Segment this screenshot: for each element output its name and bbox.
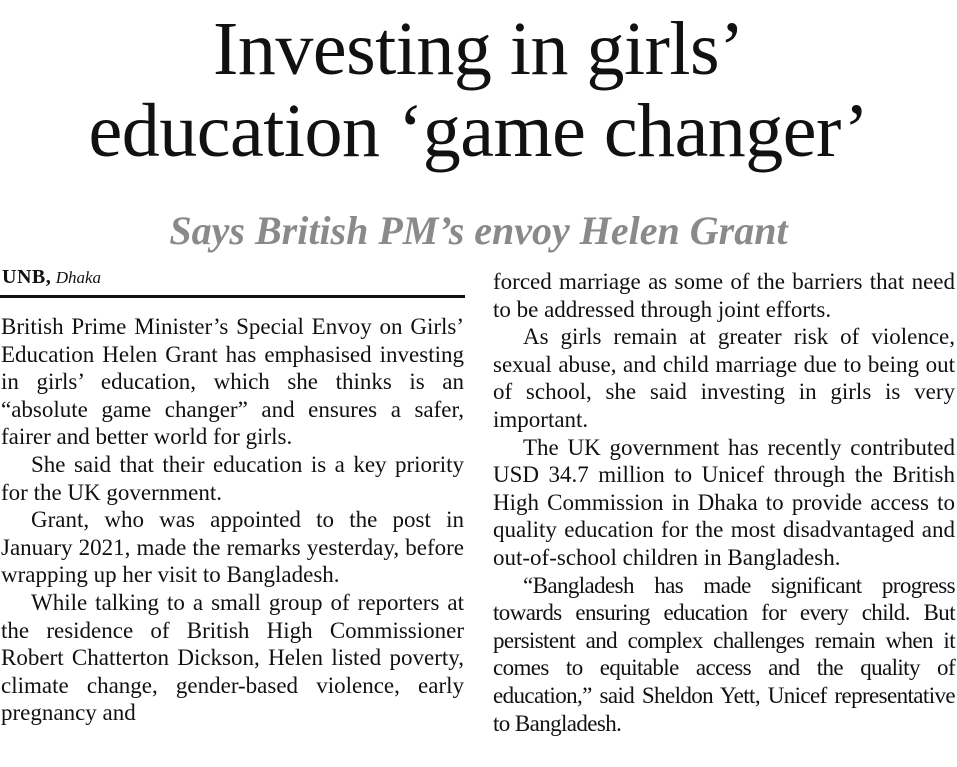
byline-place: Dhaka — [55, 268, 102, 287]
byline-agency: UNB, — [2, 266, 52, 288]
article-paragraph: Grant, who was appointed to the post in January 2021, made the remarks yesterday, before wrapping up her visit to Bangladesh. — [1, 507, 464, 588]
article-column-left — [1, 313, 464, 727]
article-paragraph: forced marriage as some of the barriers that need to be addressed through joint efforts. — [493, 269, 955, 322]
headline-line-2: education ‘game changer’ — [88, 89, 869, 173]
article-paragraph: The UK government has recently contributed USD 34.7 million to Unicef through the British High Commission in Dhaka to provide access to quality education for the most disadvantaged and out-of-school children in Bangladesh. — [493, 434, 955, 570]
article-paragraph: As girls remain at greater risk of violence, sexual abuse, and child marriage due to being out of school, she said investing in girls is very important. — [493, 324, 955, 432]
article-paragraph: While talking to a small group of reporters at the residence of British High Commissioner Robert Chatterton Dickson, Helen listed poverty, climate change, gender-based violence, early pregnancy and — [1, 589, 464, 726]
headline-line-1: Investing in girls’ — [213, 7, 744, 91]
byline — [2, 264, 101, 291]
article-paragraph: “Bangladesh has made significant progress towards ensuring education for every child. But persistent and complex challenges remain when it comes to equitable access and the quality of education,” said Sheldon Yett, Unicef representative to Bangladesh. — [493, 572, 955, 736]
byline-divider — [0, 295, 465, 298]
article-paragraph: British Prime Minister’s Special Envoy on Girls’ Education Helen Grant has emphasised investing in girls’ education, which she thinks is an “absolute game changer” and ensures a safer, fairer and better world for girls. — [1, 314, 464, 450]
headline — [0, 8, 957, 172]
article-paragraph: She said that their education is a key priority for the UK government. — [1, 451, 464, 505]
article-column-right — [493, 268, 955, 737]
subheadline: Says British PM’s envoy Helen Grant — [169, 208, 788, 253]
